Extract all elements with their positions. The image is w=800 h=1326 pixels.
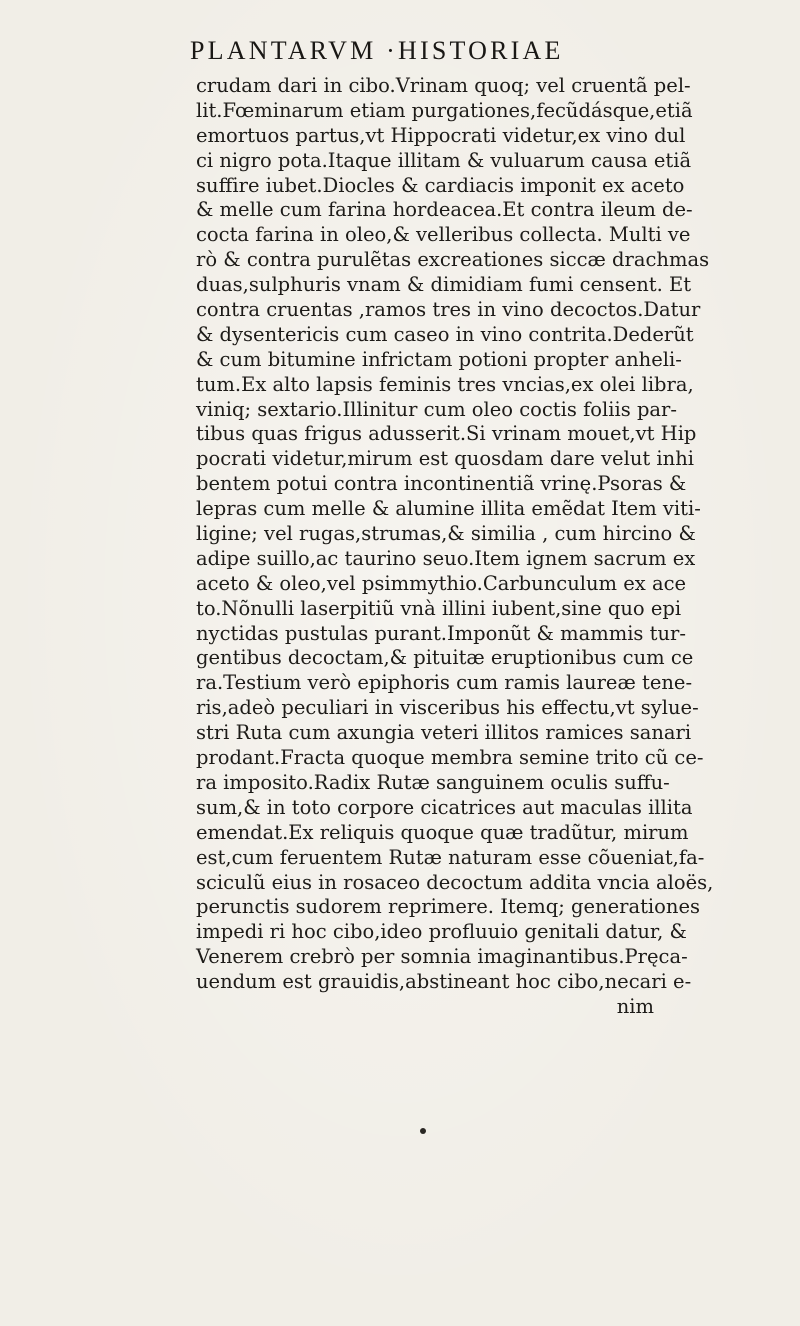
ink-speck bbox=[420, 1128, 426, 1134]
text-line: stri Ruta cum axungia veteri illitos ramices sanari bbox=[196, 721, 692, 745]
body-text bbox=[196, 74, 714, 1020]
running-head: PLANTARVM ·HISTORIAE bbox=[190, 36, 564, 65]
text-line: ligine; vel rugas,strumas,& similia , cum hircino & bbox=[196, 522, 696, 546]
text-line: viniq; sextario.Illinitur cum oleo coctis foliis par- bbox=[196, 397, 677, 421]
text-line: & dysentericis cum caseo in vino contrita.Dederũt bbox=[196, 322, 694, 346]
text-line: emendat.Ex reliquis quoque quæ tradũtur, mirum bbox=[196, 820, 689, 844]
text-line: Venerem crebrò per somnia imaginantibus.Pręca- bbox=[196, 945, 688, 969]
text-line: contra cruentas ,ramos tres in vino decoctos.Datur bbox=[196, 298, 701, 322]
text-line: tibus quas frigus adusserit.Si vrinam mouet,vt Hip bbox=[196, 422, 697, 446]
text-line: ra imposito.Radix Rutæ sanguinem oculis suffu- bbox=[196, 770, 670, 794]
text-line: aceto & oleo,vel psimmythio.Carbunculum ex ace bbox=[196, 571, 687, 595]
text-line: to.Nõnulli laserpitiũ vnà illini iubent,sine quo epi bbox=[196, 596, 682, 620]
text-line: adipe suillo,ac taurino seuo.Item ignem sacrum ex bbox=[196, 546, 696, 570]
text-line: emortuos partus,vt Hippocrati videtur,ex vino dul bbox=[196, 123, 686, 147]
text-line: lit.Fœminarum etiam purgationes,fecũdásque,etiã bbox=[196, 98, 693, 122]
text-line: tum.Ex alto lapsis feminis tres vncias,ex olei libra, bbox=[196, 372, 694, 396]
catchword: nim bbox=[616, 994, 654, 1018]
text-line: pocrati videtur,mirum est quosdam dare velut inhi bbox=[196, 447, 695, 471]
text-line: sum,& in toto corpore cicatrices aut maculas illita bbox=[196, 795, 693, 819]
text-line: perunctis sudorem reprimere. Itemq; generationes bbox=[196, 895, 701, 919]
text-line: cocta farina in oleo,& velleribus collecta. Multi ve bbox=[196, 223, 691, 247]
text-line: crudam dari in cibo.Vrinam quoq; vel cruentã pel- bbox=[196, 74, 691, 97]
text-line: bentem potui contra incontinentiã vrinę.Psoras & bbox=[196, 472, 687, 496]
text-line: gentibus decoctam,& pituitæ eruptionibus cum ce bbox=[196, 646, 694, 670]
text-line: sciculũ eius in rosaceo decoctum addita vncia aloës, bbox=[196, 870, 714, 894]
text-line: suffire iubet.Diocles & cardiacis imponit ex aceto bbox=[196, 173, 685, 197]
text-line: & melle cum farina hordeacea.Et contra ileum de- bbox=[196, 198, 693, 222]
text-line: uendum est grauidis,abstineant hoc cibo,necari e- bbox=[196, 970, 692, 994]
text-line: ci nigro pota.Itaque illitam & vuluarum causa etiã bbox=[196, 148, 692, 172]
text-line: lepras cum melle & alumine illita emẽdat Item viti- bbox=[196, 497, 701, 521]
text-line: ra.Testium verò epiphoris cum ramis laureæ tene- bbox=[196, 671, 693, 695]
text-line: est,cum feruentem Rutæ naturam esse cõueniat,fa- bbox=[196, 845, 705, 869]
text-line: prodant.Fracta quoque membra semine trito cũ ce- bbox=[196, 746, 704, 770]
text-line: & cum bitumine infrictam potioni propter anheli- bbox=[196, 347, 682, 371]
text-line: nyctidas pustulas purant.Imponũt & mammis tur- bbox=[196, 621, 686, 645]
text-line: rò & contra purulẽtas excreationes siccæ drachmas bbox=[196, 248, 710, 272]
text-line: ris,adeò peculiari in visceribus his effectu,vt sylue- bbox=[196, 696, 699, 720]
text-line: impedi ri hoc cibo,ideo profluuio genitali datur, & bbox=[196, 920, 687, 944]
text-line: duas,sulphuris vnam & dimidiam fumi censent. Et bbox=[196, 273, 692, 297]
